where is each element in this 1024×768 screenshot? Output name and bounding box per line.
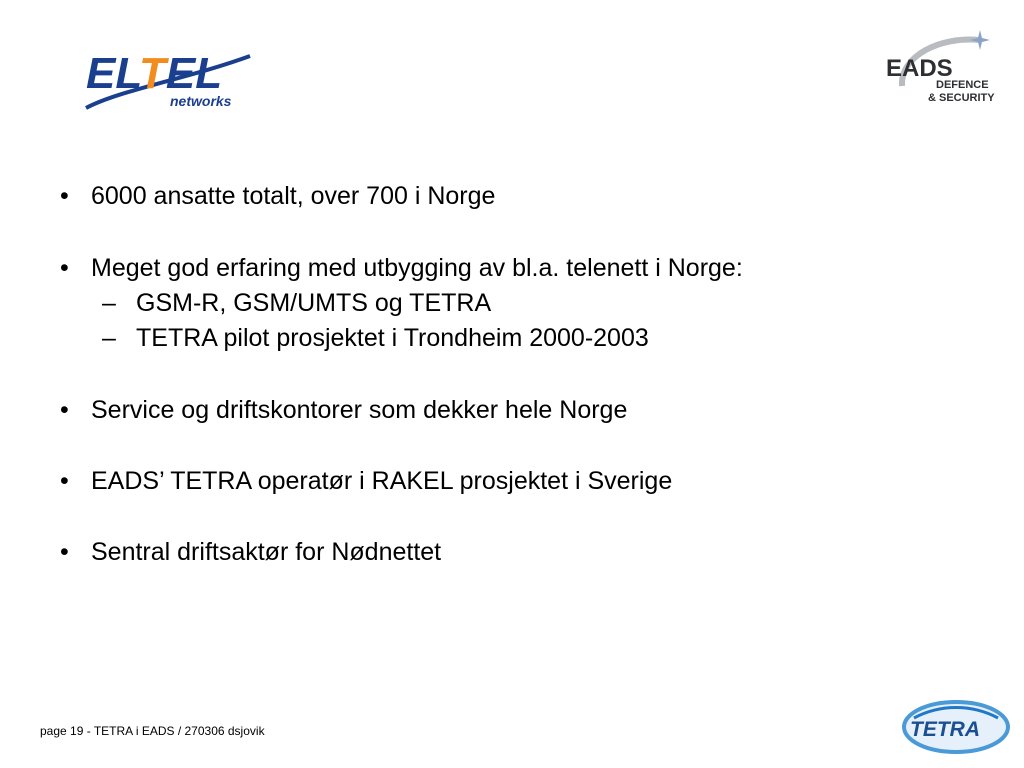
bullet-text: 6000 ansatte totalt, over 700 i Norge xyxy=(91,182,496,210)
bullet-glyph: • xyxy=(60,467,69,495)
sub-bullet-item xyxy=(102,288,491,318)
eads-security-text: & SECURITY xyxy=(928,92,995,104)
bullet-item xyxy=(60,253,743,283)
sub-bullet-glyph: – xyxy=(102,289,116,317)
bullet-glyph: • xyxy=(60,254,69,282)
tetra-logo xyxy=(900,698,1012,756)
bullet-text: Sentral driftsaktør for Nødnettet xyxy=(91,538,442,566)
bullet-item xyxy=(60,395,627,425)
sub-bullet-item xyxy=(102,323,649,353)
bullet-text: Meget god erfaring med utbygging av bl.a. telenett i Norge: xyxy=(91,254,743,282)
sub-bullet-text: GSM-R, GSM/UMTS og TETRA xyxy=(136,289,492,317)
bullet-glyph: • xyxy=(60,538,69,566)
bullet-text: EADS’ TETRA operatør i RAKEL prosjektet i Sverige xyxy=(91,467,673,495)
eads-wordmark: EADS xyxy=(886,55,953,82)
bullet-glyph: • xyxy=(60,396,69,424)
bullet-text: Service og driftskontorer som dekker hele Norge xyxy=(91,396,628,424)
eltel-subtitle: networks xyxy=(170,93,232,109)
page-footer: page 19 - TETRA i EADS / 270306 dsjovik xyxy=(40,724,265,738)
bullet-item xyxy=(60,466,672,496)
sub-bullet-text: TETRA pilot prosjektet i Trondheim 2000-2003 xyxy=(136,324,649,352)
bullet-item xyxy=(60,181,495,211)
eads-defence-text: DEFENCE xyxy=(936,79,989,91)
bullet-item xyxy=(60,537,441,567)
tetra-wordmark: TETRA xyxy=(910,718,980,741)
bullet-glyph: • xyxy=(60,182,69,210)
sub-bullet-glyph: – xyxy=(102,324,116,352)
eltel-wordmark: ELTEL xyxy=(86,49,223,98)
